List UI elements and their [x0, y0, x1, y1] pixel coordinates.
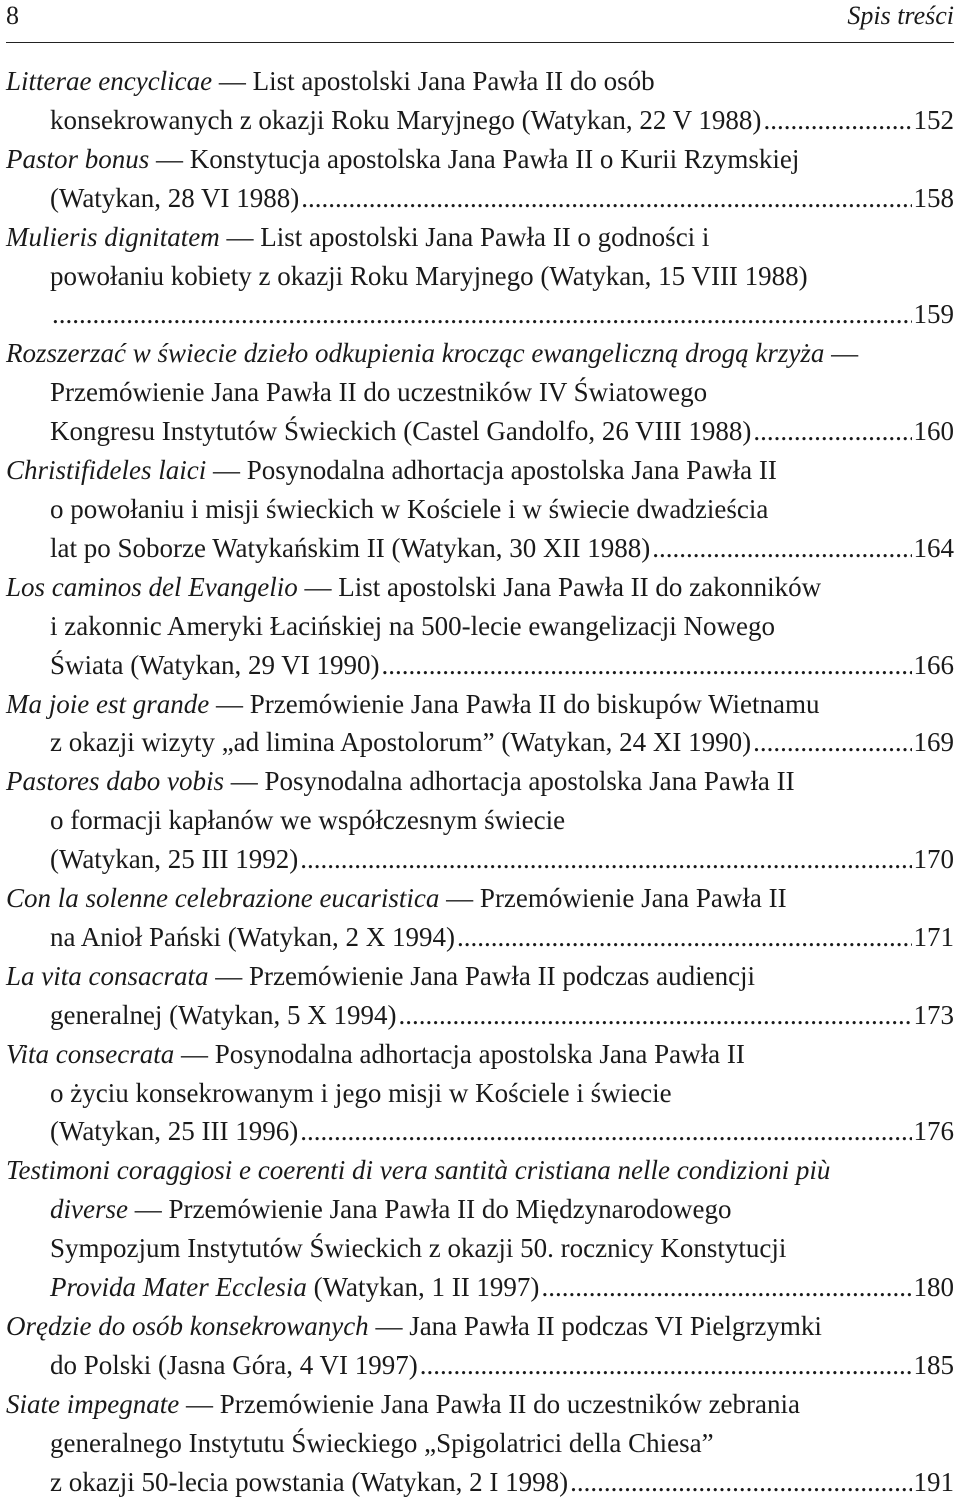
dot-leader: [652, 529, 911, 568]
dot-leader: [382, 646, 912, 685]
entry-title-continued: diverse: [50, 1194, 128, 1225]
dash: —: [304, 571, 332, 602]
entry-page: 169: [913, 727, 954, 758]
toc-entry: [6, 1035, 954, 1152]
entry-title: Orędzie do osób konsekrowanych: [6, 1311, 369, 1341]
dot-leader: [763, 101, 911, 140]
entry-page: 176: [913, 1116, 954, 1147]
entry-italic-name: Provida Mater Ecclesia: [50, 1272, 307, 1303]
dot-leader: [52, 295, 912, 334]
entry-page: 185: [913, 1349, 954, 1380]
entry-text: Przemówienie Jana Pawła II podczas audiencji: [249, 960, 756, 991]
toc-entry: [6, 218, 954, 335]
entry-text: o życiu konsekrowanym i jego misji w Kościele i świecie: [50, 1077, 672, 1108]
entry-page: 159: [913, 299, 954, 330]
entry-title: Pastor bonus: [6, 143, 150, 174]
entry-text: List apostolski Jana Pawła II do zakonników: [338, 571, 822, 602]
entry-text: z okazji 50-lecia powstania (Watykan, 2 I 1998): [50, 1466, 569, 1497]
entry-text: konsekrowanych z okazji Roku Maryjnego (Watykan, 22 V 1988): [50, 104, 762, 135]
entry-page: 173: [913, 999, 954, 1030]
dash: —: [218, 66, 246, 96]
toc-entry: [6, 334, 954, 451]
entry-title: Los caminos del Evangelio: [6, 571, 298, 602]
entry-title: Pastores dabo vobis: [6, 766, 224, 797]
dash: —: [226, 221, 254, 252]
dot-leader: [300, 1112, 911, 1151]
dash: —: [375, 1311, 403, 1341]
toc-entry: [6, 1151, 954, 1307]
entry-page: 171: [913, 921, 954, 952]
entry-text: List apostolski Jana Pawła II do osób: [252, 66, 655, 96]
entry-text: (Watykan, 25 III 1996): [50, 1116, 299, 1147]
dash: —: [156, 143, 184, 174]
entry-text: Przemówienie Jana Pawła II do uczestników IV Światowego: [50, 377, 708, 408]
entry-text: (Watykan, 25 III 1992): [50, 844, 299, 875]
dot-leader: [753, 412, 911, 451]
entry-text: Przemówienie Jana Pawła II do uczestników zebrania: [219, 1388, 800, 1419]
toc-entry: [6, 879, 954, 957]
entry-text: Świata (Watykan, 29 VI 1990): [50, 649, 380, 680]
dash: —: [180, 1038, 208, 1069]
entry-text: (Watykan, 28 VI 1988): [50, 182, 300, 213]
entry-page: 164: [913, 532, 954, 563]
dot-leader: [570, 1463, 911, 1502]
entry-text: (Watykan, 1 II 1997): [313, 1272, 540, 1303]
dot-leader: [753, 723, 911, 762]
entry-text: generalnej (Watykan, 5 X 1994): [50, 999, 397, 1030]
entry-title: Ma joie est grande: [6, 688, 210, 719]
entry-text: Jana Pawła II podczas VI Pielgrzymki: [409, 1311, 822, 1341]
entry-text: Sympozjum Instytutów Świeckich z okazji 50. rocznicy Konstytucji: [50, 1233, 787, 1264]
entry-text: lat po Soborze Watykańskim II (Watykan, 30 XII 1988): [50, 532, 651, 563]
entry-title: Siate impegnate: [6, 1388, 180, 1419]
entry-text: Kongresu Instytutów Świeckich (Castel Gandolfo, 26 VIII 1988): [50, 416, 752, 447]
entry-page: 170: [913, 844, 954, 875]
entry-text: Posynodalna adhortacja apostolska Jana Pawła II: [214, 1038, 745, 1069]
table-of-contents: [6, 62, 954, 1502]
toc-entry: [6, 1307, 954, 1385]
dash: —: [230, 766, 258, 797]
entry-text: Posynodalna adhortacja apostolska Jana Pawła II: [246, 455, 777, 486]
dash: —: [215, 960, 243, 991]
toc-entry: [6, 1385, 954, 1502]
dot-leader: [301, 179, 911, 218]
toc-entry: [6, 140, 954, 218]
toc-entry: [6, 451, 954, 568]
entry-title: Con la solenne celebrazione eucaristica: [6, 883, 440, 914]
entry-title: Vita consecrata: [6, 1038, 175, 1069]
entry-text: generalnego Instytutu Świeckiego „Spigolatrici della Chiesa”: [50, 1427, 714, 1458]
dash: —: [215, 688, 243, 719]
dash: —: [831, 338, 859, 369]
entry-text: o powołaniu i misji świeckich w Kościele i w świecie dwadzieścia: [50, 493, 769, 524]
entry-text: i zakonnic Ameryki Łacińskiej na 500-lecie ewangelizacji Nowego: [50, 610, 775, 641]
entry-text: Posynodalna adhortacja apostolska Jana Pawła II: [264, 766, 795, 797]
entry-text: Przemówienie Jana Pawła II do Międzynarodowego: [168, 1194, 732, 1225]
entry-text: powołaniu kobiety z okazji Roku Maryjnego (Watykan, 15 VIII 1988): [50, 260, 808, 291]
entry-title: Litterae encyclicae: [6, 66, 213, 96]
entry-text: na Anioł Pański (Watykan, 2 X 1994): [50, 921, 456, 952]
running-title: Spis treści: [847, 1, 954, 30]
entry-page: 158: [913, 182, 954, 213]
page-number: 8: [6, 1, 19, 30]
entry-page: 160: [913, 416, 954, 447]
entry-text: Przemówienie Jana Pawła II do biskupów Wietnamu: [249, 688, 820, 719]
toc-entry: [6, 957, 954, 1035]
entry-text: List apostolski Jana Pawła II o godności i: [260, 221, 710, 252]
dash: —: [213, 455, 240, 486]
entry-page: 191: [913, 1466, 954, 1497]
entry-text: do Polski (Jasna Góra, 4 VI 1997): [50, 1349, 418, 1380]
entry-text: Przemówienie Jana Pawła II: [479, 883, 787, 914]
toc-entry: [6, 62, 954, 140]
dot-leader: [420, 1346, 912, 1385]
entry-text: z okazji wizyty „ad limina Apostolorum” (Watykan, 24 XI 1990): [50, 727, 752, 758]
entry-page: 180: [913, 1272, 954, 1303]
dash: —: [446, 883, 474, 914]
toc-entry: [6, 762, 954, 879]
dot-leader: [398, 996, 911, 1035]
dot-leader: [300, 840, 911, 879]
toc-entry: [6, 568, 954, 685]
entry-page: 166: [913, 649, 954, 680]
entry-page: 152: [913, 104, 954, 135]
entry-title: Testimoni coraggiosi e coerenti di vera santità cristiana nelle condizioni più: [6, 1155, 831, 1186]
dash: —: [185, 1388, 213, 1419]
dash: —: [134, 1194, 162, 1225]
entry-title: Rozszerzać w świecie dzieło odkupienia krocząc ewangeliczną drogą krzyża: [6, 338, 825, 369]
entry-title: Mulieris dignitatem: [6, 221, 220, 252]
toc-entry: [6, 685, 954, 763]
entry-text: o formacji kapłanów we współczesnym świecie: [50, 805, 566, 836]
entry-title: La vita consacrata: [6, 960, 209, 991]
page-header: [6, 0, 954, 43]
dot-leader: [457, 918, 911, 957]
entry-text: Konstytucja apostolska Jana Pawła II o Kurii Rzymskiej: [189, 143, 800, 174]
entry-title: Christifideles laici: [6, 455, 207, 486]
dot-leader: [541, 1268, 911, 1307]
